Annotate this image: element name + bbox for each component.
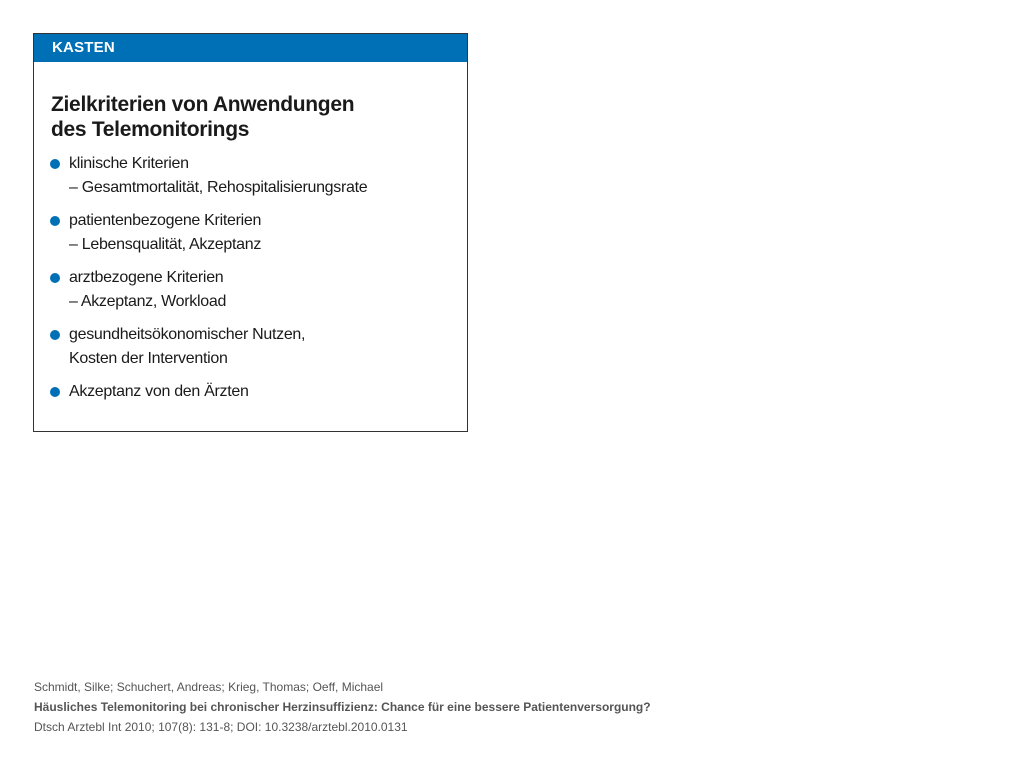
info-box: [33, 33, 468, 432]
citation-source: Dtsch Arztebl Int 2010; 107(8): 131-8; DOI: 10.3238/arztebl.2010.0131: [34, 720, 408, 734]
criteria-list: [34, 152, 467, 404]
box-header: KASTEN: [34, 34, 467, 62]
bullet-icon: [50, 216, 60, 226]
list-item: [34, 380, 467, 404]
list-item: [34, 323, 467, 371]
item-sub: – Gesamtmortalität, Rehospitalisierungsrate: [69, 179, 368, 196]
list-item: [34, 266, 467, 314]
list-item: [34, 152, 467, 200]
citation: [34, 677, 651, 737]
box-title: [51, 92, 411, 142]
item-sub: – Akzeptanz, Workload: [69, 293, 227, 310]
bullet-icon: [50, 159, 60, 169]
bullet-icon: [50, 387, 60, 397]
bullet-icon: [50, 330, 60, 340]
bullet-icon: [50, 273, 60, 283]
item-label: gesundheitsökonomischer Nutzen,: [69, 326, 306, 343]
item-label: patientenbezogene Kriterien: [69, 212, 262, 229]
box-title-line-1: Zielkriterien von Anwendungen: [51, 93, 355, 116]
box-title-line-2: des Telemonitorings: [51, 118, 250, 141]
list-item: [34, 209, 467, 257]
item-sub: – Lebensqualität, Akzeptanz: [69, 236, 262, 253]
item-label: Akzeptanz von den Ärzten: [69, 383, 249, 400]
item-label: arztbezogene Kriterien: [69, 269, 224, 286]
citation-authors: Schmidt, Silke; Schuchert, Andreas; Krieg, Thomas; Oeff, Michael: [34, 680, 384, 694]
item-label: klinische Kriterien: [69, 155, 189, 172]
citation-title: Häusliches Telemonitoring bei chronischer Herzinsuffizienz: Chance für eine bessere Patientenversorgung?: [34, 700, 651, 714]
item-sub: Kosten der Intervention: [69, 350, 228, 367]
